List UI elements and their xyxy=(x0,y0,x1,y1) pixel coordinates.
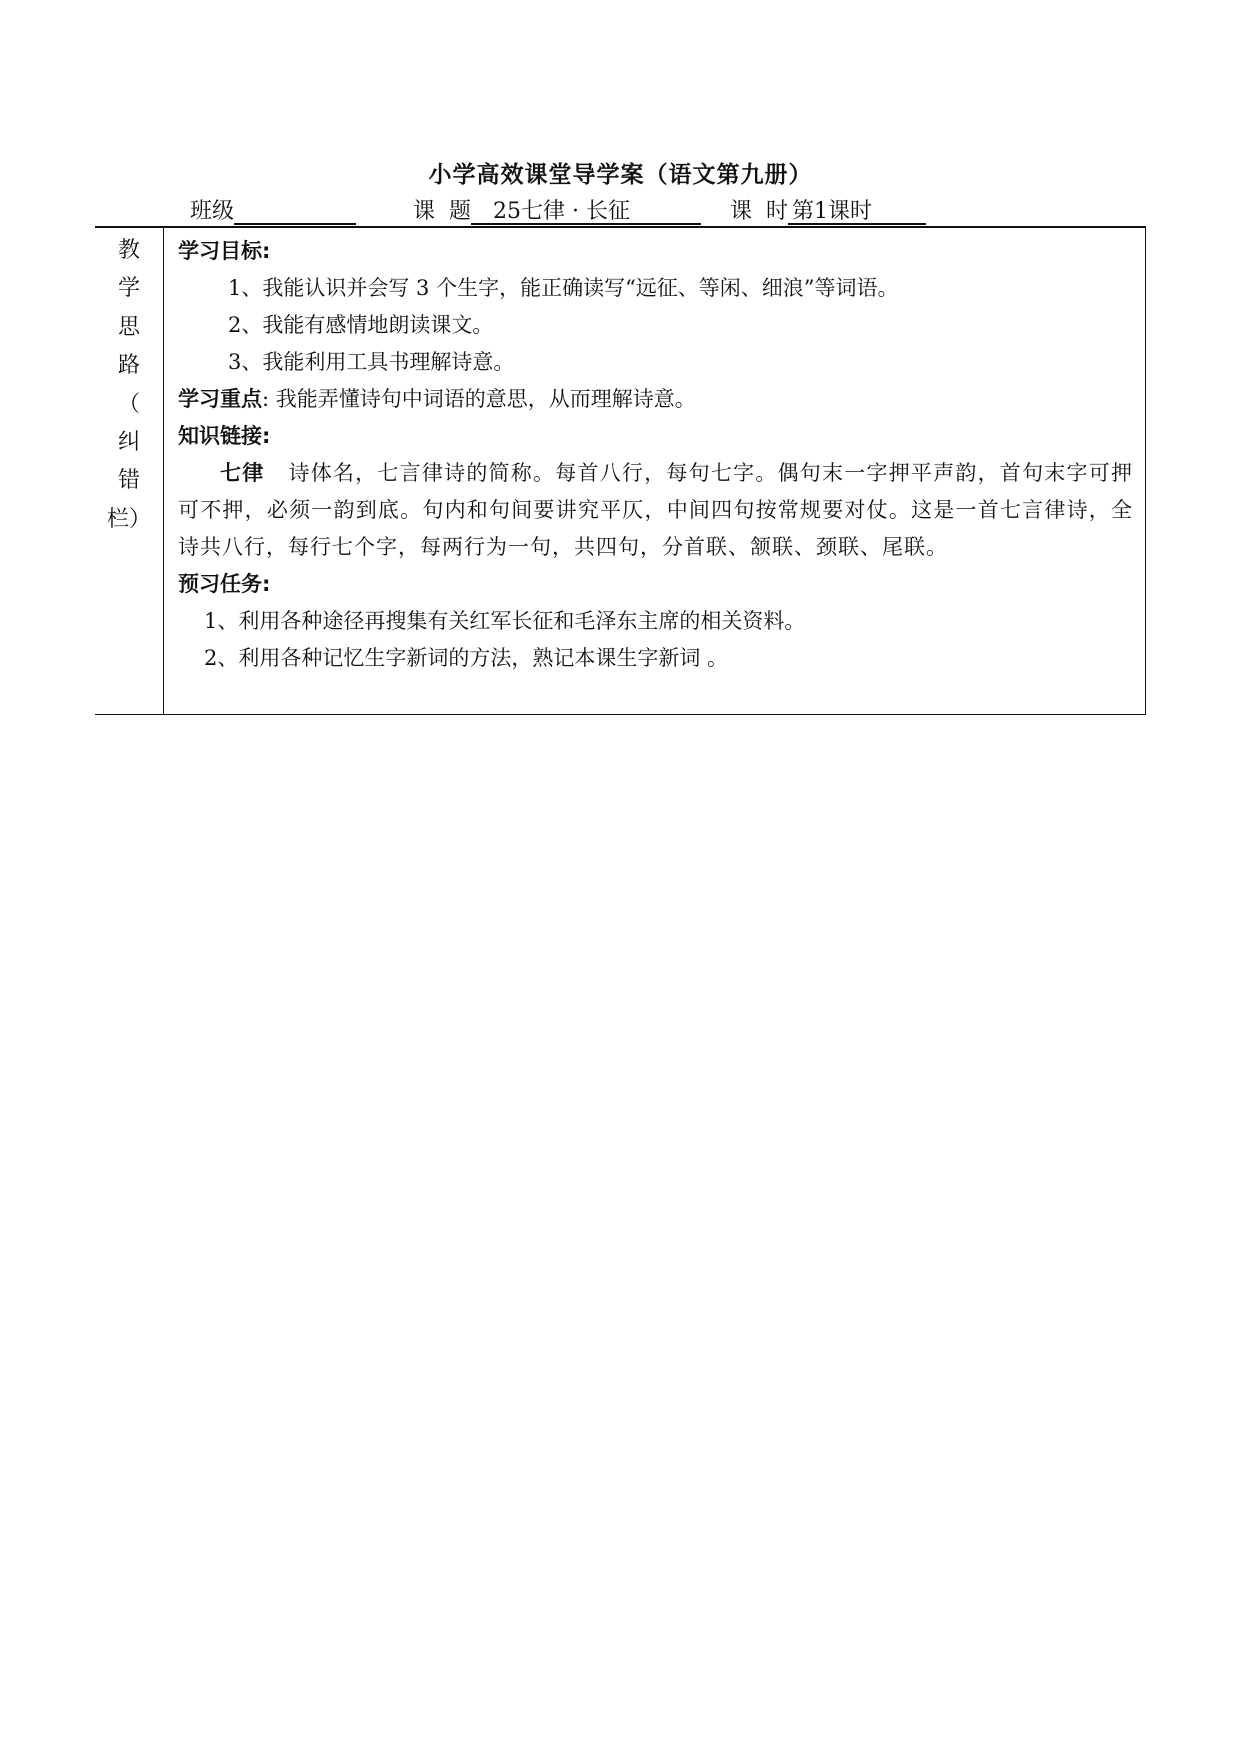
knowledge-heading: 知识链接: xyxy=(178,424,271,448)
side-label-char: 错 xyxy=(117,468,140,494)
knowledge-paragraph xyxy=(178,455,1133,566)
focus-heading: 学习重点 xyxy=(178,387,262,411)
goals-heading: 学习目标: xyxy=(178,239,271,263)
period-label: 课 时 xyxy=(730,199,788,224)
lesson-info-row xyxy=(0,194,1241,228)
preview-item: 2、利用各种记忆生字新词的方法，熟记本课生字新词 。 xyxy=(204,646,729,670)
preview-heading: 预习任务: xyxy=(178,572,271,596)
lesson-plan-table xyxy=(95,226,1146,715)
knowledge-term: 七律 xyxy=(220,461,265,485)
knowledge-text: 诗体名，七言律诗的简称。每首八行，每句七字。偶句末一字押平声韵，首句末字可押可不押，必须一韵到底。句内和句间要讲究平仄，中间四句按常规要对仗。这是一首七言律诗，全诗共八行，每行七个字，每两行为一句，共四句，分首联、颔联、颈联、尾联。 xyxy=(178,461,1134,559)
focus-text: : 我能弄懂诗句中词语的意思，从而理解诗意。 xyxy=(262,387,696,411)
side-label-char: 学 xyxy=(117,276,140,302)
side-label-char: 纠 xyxy=(117,429,140,455)
side-label-char: 思 xyxy=(117,314,140,340)
goal-item: 1、我能认识并会写 3 个生字，能正确读写“远征、等闲、细浪”等词语。 xyxy=(228,276,899,300)
topic-value: 25七律 · 长征 xyxy=(471,198,701,225)
period-field xyxy=(730,194,926,225)
goal-item: 2、我能有感情地朗读课文。 xyxy=(228,313,494,337)
side-label-char: 教 xyxy=(117,238,140,263)
class-field xyxy=(190,194,356,225)
document-title: 小学高效课堂导学案（语文第九册） xyxy=(428,161,813,188)
period-value: 第1课时 xyxy=(788,198,926,225)
topic-field xyxy=(413,194,701,225)
topic-label: 课 题 xyxy=(413,199,471,224)
class-label: 班级 xyxy=(190,199,235,224)
focus-line xyxy=(178,381,1133,418)
side-label-char: 栏） xyxy=(106,506,151,532)
content-cell xyxy=(164,227,1146,715)
side-label-column xyxy=(95,227,164,715)
side-label-char: 路 xyxy=(117,353,140,379)
side-label-char: （ xyxy=(117,391,140,417)
class-value xyxy=(234,196,356,225)
table-row xyxy=(95,227,1146,715)
preview-item: 1、利用各种途径再搜集有关红军长征和毛泽东主席的相关资料。 xyxy=(204,609,806,633)
goal-item: 3、我能利用工具书理解诗意。 xyxy=(228,350,515,374)
